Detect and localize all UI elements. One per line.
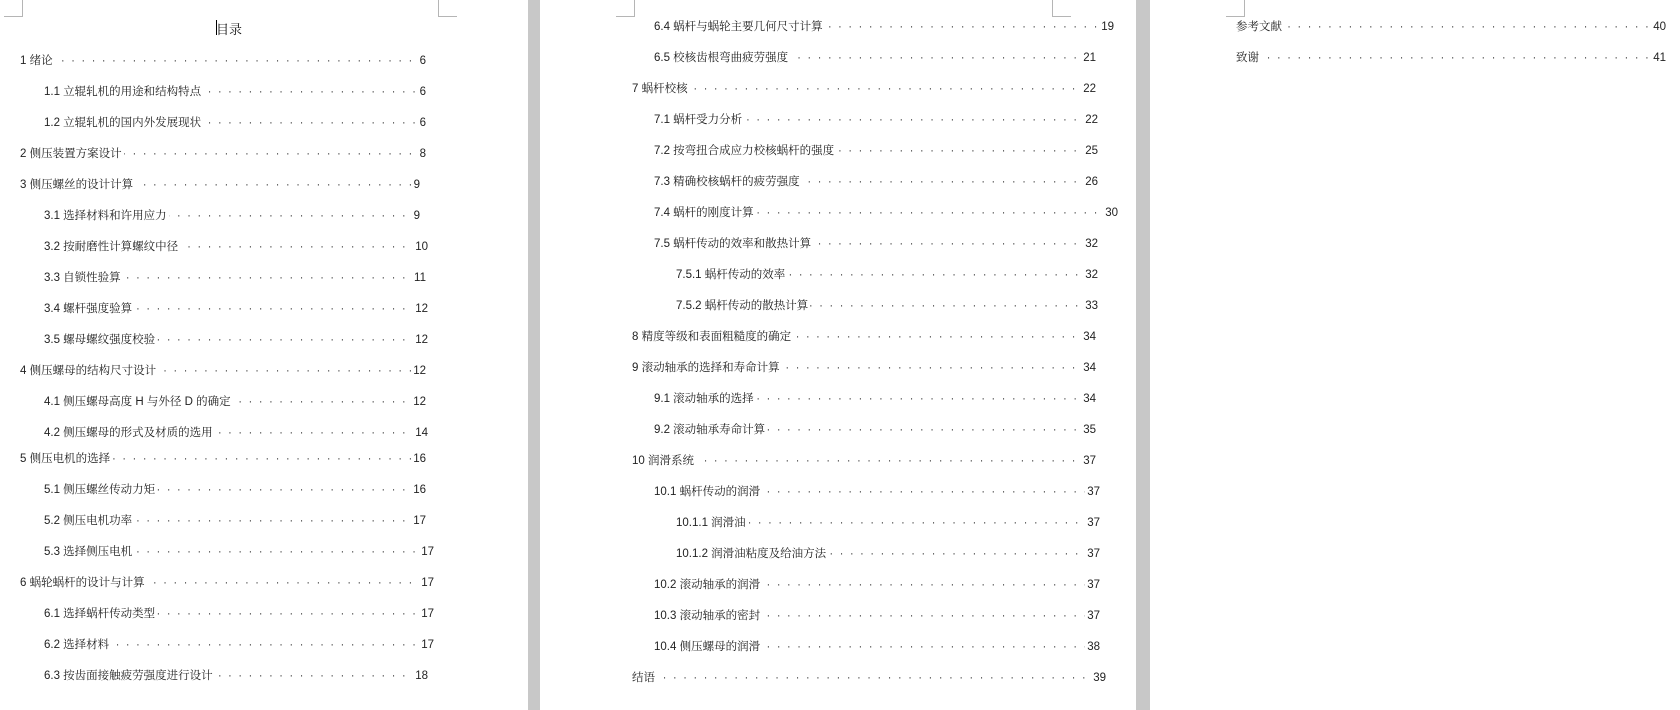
toc-entry-title: 2 侧压装置方案设计 (20, 148, 122, 160)
toc-entry-page-number: 6 (419, 117, 426, 129)
toc-entry-title: 7.1 蜗杆受力分析 (654, 114, 743, 126)
toc-entry-page-number: 8 (419, 148, 426, 160)
toc-entry[interactable] (676, 298, 1098, 314)
toc-entry-title: 10.3 滚动轴承的密封 (654, 610, 761, 622)
document-page-1[interactable] (0, 0, 528, 710)
toc-entry-page-number: 30 (1105, 207, 1118, 219)
toc-entry-page-number: 9 (413, 210, 420, 222)
toc-entry-title: 结语 (632, 672, 655, 684)
toc-entry-page-number: 17 (413, 515, 426, 527)
toc-entry[interactable] (20, 177, 420, 193)
toc-entry-page-number: 35 (1083, 424, 1096, 436)
page-corner-mark (1052, 0, 1071, 17)
toc-entry-page-number: 34 (1083, 362, 1096, 374)
toc-entry[interactable] (654, 50, 1096, 66)
toc-entry-title: 7.5 蜗杆传动的效率和散热计算 (654, 238, 812, 250)
toc-entry[interactable] (44, 394, 426, 410)
toc-entry[interactable] (1236, 50, 1666, 66)
toc-entry[interactable] (44, 637, 434, 653)
toc-entry-page-number: 18 (415, 670, 428, 682)
toc-entry[interactable] (44, 482, 426, 498)
toc-entry-page-number: 34 (1083, 331, 1096, 343)
toc-entry[interactable] (44, 606, 434, 622)
toc-entry-page-number: 9 (413, 179, 420, 191)
toc-entry-title: 7.5.2 蜗杆传动的散热计算 (676, 300, 809, 312)
toc-entry[interactable] (44, 668, 428, 684)
toc-entry-title: 1 绪论 (20, 55, 53, 67)
toc-entry[interactable] (1236, 19, 1666, 35)
toc-entry-page-number: 25 (1085, 145, 1098, 157)
toc-entry[interactable] (44, 270, 426, 286)
toc-entry[interactable] (632, 670, 1106, 686)
toc-entry[interactable] (654, 236, 1098, 252)
toc-entry[interactable] (20, 53, 426, 69)
toc-entry-title: 4 侧压螺母的结构尺寸设计 (20, 365, 157, 377)
toc-entry-title: 7.2 按弯扭合成应力校核蜗杆的强度 (654, 145, 835, 157)
toc-entry[interactable] (632, 453, 1096, 469)
toc-entry[interactable] (632, 81, 1096, 97)
toc-entry-page-number: 37 (1087, 517, 1100, 529)
toc-entry[interactable] (676, 546, 1100, 562)
toc-entry-page-number: 10 (415, 241, 428, 253)
toc-entry-title: 4.2 侧压螺母的形式及材质的选用 (44, 427, 213, 439)
toc-entry-page-number: 37 (1087, 579, 1100, 591)
toc-entry[interactable] (654, 639, 1100, 655)
toc-entry-title: 5 侧压电机的选择 (20, 453, 111, 465)
toc-entry[interactable] (44, 544, 434, 560)
toc-entry[interactable] (654, 484, 1100, 500)
toc-entry-page-number: 22 (1083, 83, 1096, 95)
page-corner-mark (1226, 0, 1245, 17)
toc-entry[interactable] (20, 575, 434, 591)
toc-entry-title: 10.2 滚动轴承的润滑 (654, 579, 761, 591)
toc-entry[interactable] (654, 422, 1096, 438)
toc-entry[interactable] (44, 301, 428, 317)
toc-entry-title: 4.1 侧压螺母高度 H 与外径 D 的确定 (44, 396, 231, 408)
toc-entry-page-number: 37 (1083, 455, 1096, 467)
toc-entry-page-number: 17 (421, 639, 434, 651)
toc-entry-title: 6.3 按齿面接触疲劳强度进行设计 (44, 670, 213, 682)
toc-entry-title: 1.2 立辊轧机的国内外发展现状 (44, 117, 202, 129)
toc-entry-page-number: 16 (413, 453, 426, 465)
toc-entry-title: 5.1 侧压螺丝传动力矩 (44, 484, 156, 496)
toc-entry-page-number: 16 (413, 484, 426, 496)
toc-entry-page-number: 21 (1083, 52, 1096, 64)
toc-entry-title: 10 润滑系统 (632, 455, 694, 467)
toc-entry[interactable] (654, 577, 1100, 593)
toc-entry-page-number: 12 (415, 334, 428, 346)
toc-entry-page-number: 37 (1087, 486, 1100, 498)
toc-entry-title: 10.1 蜗杆传动的润滑 (654, 486, 761, 498)
toc-entry[interactable] (20, 146, 426, 162)
toc-entry-page-number: 40 (1653, 21, 1666, 33)
toc-entry[interactable] (654, 391, 1096, 407)
toc-entry-page-number: 17 (421, 577, 434, 589)
toc-entry[interactable] (654, 143, 1098, 159)
toc-entry[interactable] (676, 267, 1098, 283)
toc-entry-page-number: 17 (421, 608, 434, 620)
toc-entry-page-number: 38 (1087, 641, 1100, 653)
toc-entry-page-number: 19 (1101, 21, 1114, 33)
toc-entry[interactable] (44, 208, 420, 224)
toc-entry[interactable] (44, 239, 428, 255)
toc-entry-title: 3.5 螺母螺纹强度校验 (44, 334, 156, 346)
document-page-2[interactable] (540, 0, 1136, 710)
toc-entry-title: 9.2 滚动轴承寿命计算 (654, 424, 766, 436)
toc-entry-title: 3 侧压螺丝的设计计算 (20, 179, 134, 191)
toc-entry-page-number: 22 (1085, 114, 1098, 126)
toc-entry-page-number: 32 (1085, 238, 1098, 250)
page-corner-mark (4, 0, 23, 17)
toc-entry-title: 7 蜗杆校核 (632, 83, 688, 95)
toc-entry-page-number: 33 (1085, 300, 1098, 312)
toc-entry-page-number: 41 (1653, 52, 1666, 64)
toc-entry-title: 3.4 螺杆强度验算 (44, 303, 133, 315)
toc-entry-title: 9.1 滚动轴承的选择 (654, 393, 754, 405)
toc-entry-page-number: 37 (1087, 548, 1100, 560)
toc-entry-title: 6.5 校核齿根弯曲疲劳强度 (654, 52, 789, 64)
toc-entry-title: 参考文献 (1236, 21, 1282, 33)
toc-entry-title: 10.1.2 润滑油粘度及给油方法 (676, 548, 827, 560)
toc-entry-title: 10.4 侧压螺母的润滑 (654, 641, 761, 653)
toc-entry-title: 5.3 选择侧压电机 (44, 546, 133, 558)
toc-entry-page-number: 17 (421, 546, 434, 558)
toc-entry-page-number: 6 (419, 86, 426, 98)
toc-entry[interactable] (44, 84, 426, 100)
toc-entry[interactable] (44, 332, 428, 348)
toc-entry[interactable] (44, 513, 426, 529)
toc-heading: 目录 (216, 22, 243, 37)
toc-entry-page-number: 12 (413, 365, 426, 377)
toc-entry[interactable] (654, 112, 1098, 128)
toc-entry-page-number: 39 (1093, 672, 1106, 684)
page-corner-mark (616, 0, 635, 17)
toc-entry-title: 6.1 选择蜗杆传动类型 (44, 608, 156, 620)
toc-entry-title: 7.5.1 蜗杆传动的效率 (676, 269, 786, 281)
toc-entry[interactable] (44, 115, 426, 131)
toc-entry-title: 7.4 蜗杆的刚度计算 (654, 207, 754, 219)
toc-entry-title: 10.1.1 润滑油 (676, 517, 746, 529)
toc-entry-title: 6 蜗轮蜗杆的设计与计算 (20, 577, 145, 589)
document-page-3[interactable] (1150, 0, 1680, 710)
toc-entry-title: 8 精度等级和表面粗糙度的确定 (632, 331, 792, 343)
toc-entry[interactable] (632, 360, 1096, 376)
toc-entry-page-number: 11 (414, 272, 426, 284)
toc-entry-title: 致谢 (1236, 52, 1259, 64)
toc-entry[interactable] (654, 608, 1100, 624)
toc-entry-page-number: 26 (1085, 176, 1098, 188)
toc-entry-title: 1.1 立辊轧机的用途和结构特点 (44, 86, 202, 98)
toc-entry-title: 9 滚动轴承的选择和寿命计算 (632, 362, 780, 374)
toc-entry-page-number: 12 (415, 303, 428, 315)
toc-entry-page-number: 6 (419, 55, 426, 67)
toc-entry[interactable] (676, 515, 1100, 531)
toc-entry-title: 6.2 选择材料 (44, 639, 110, 651)
toc-entry[interactable] (20, 363, 426, 379)
toc-entry-title: 7.3 精确校核蜗杆的疲劳强度 (654, 176, 800, 188)
toc-entry-title: 3.1 选择材料和许用应力 (44, 210, 167, 222)
toc-entry-page-number: 37 (1087, 610, 1100, 622)
toc-entry-title: 3.3 自锁性验算 (44, 272, 121, 284)
toc-entry[interactable] (20, 451, 426, 467)
toc-entry[interactable] (44, 425, 428, 441)
toc-entry-page-number: 14 (415, 427, 428, 439)
toc-entry-page-number: 12 (413, 396, 426, 408)
toc-entry[interactable] (654, 205, 1118, 221)
toc-entry-page-number: 34 (1083, 393, 1096, 405)
toc-entry-page-number: 32 (1085, 269, 1098, 281)
toc-entry[interactable] (654, 19, 1114, 35)
page-corner-mark (438, 0, 457, 17)
toc-entry-title: 6.4 蜗杆与蜗轮主要几何尺寸计算 (654, 21, 823, 33)
toc-entry[interactable] (654, 174, 1098, 190)
toc-entry[interactable] (632, 329, 1096, 345)
toc-entry-title: 5.2 侧压电机功率 (44, 515, 133, 527)
toc-entry-title: 3.2 按耐磨性计算螺纹中径 (44, 241, 179, 253)
